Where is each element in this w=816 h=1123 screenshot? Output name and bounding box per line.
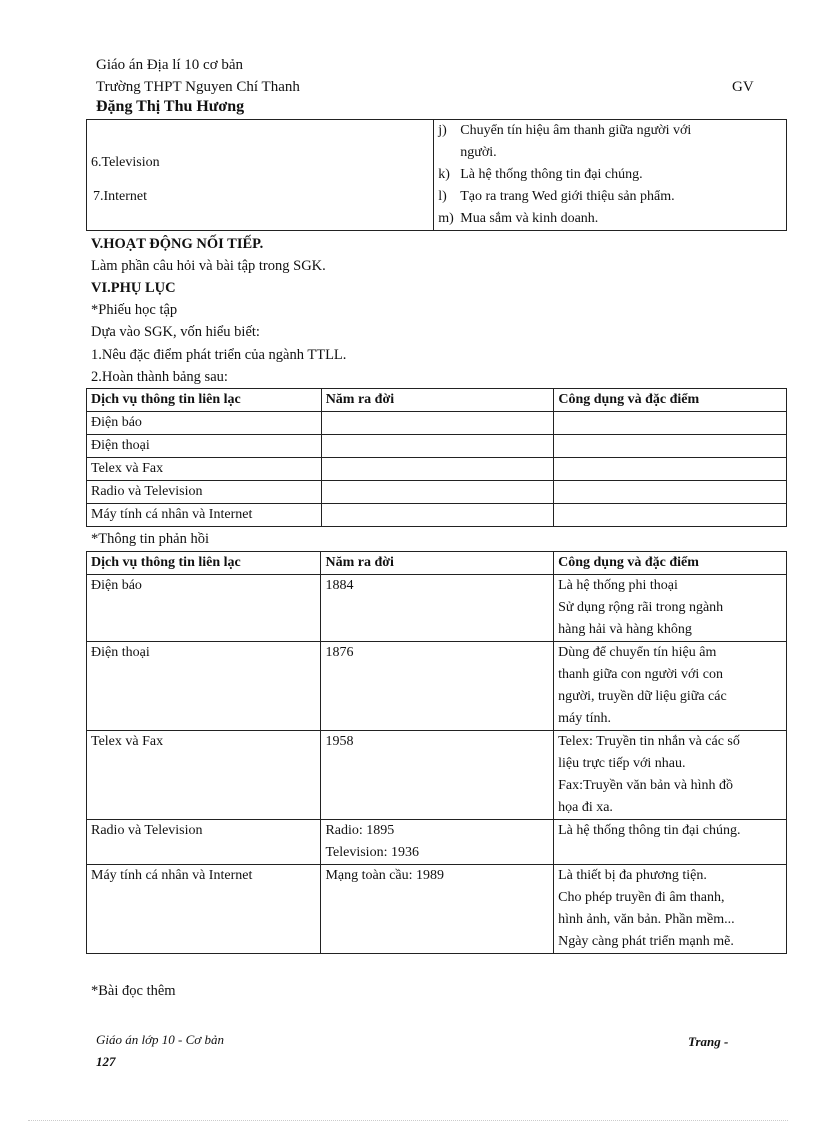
- service-cell: Điện báo: [87, 575, 321, 642]
- section-6-title: VI.PHỤ LỤC: [91, 280, 176, 296]
- table-row: [87, 412, 787, 435]
- desc-cell: [554, 575, 787, 642]
- worksheet-label: *Phiếu học tập: [91, 302, 178, 318]
- option-key: k): [438, 167, 450, 182]
- table-row: [87, 120, 787, 231]
- header-year: Năm ra đời: [321, 389, 554, 412]
- year-cell: [321, 458, 554, 481]
- question-1: 1.Nêu đặc điểm phát triển của ngành TTLL.: [91, 347, 347, 363]
- table-row: [87, 435, 787, 458]
- footer-right: Trang -: [688, 1034, 729, 1049]
- year-line: 1876: [325, 645, 354, 660]
- desc-line: máy tính.: [558, 711, 611, 726]
- header-service: Dịch vụ thông tin liên lạc: [87, 389, 322, 412]
- desc-line: Là hệ thống thông tin đại chúng.: [558, 823, 741, 838]
- feedback-label: *Thông tin phản hồi: [91, 531, 210, 547]
- year-cell: [321, 731, 554, 820]
- desc-cell: [554, 481, 787, 504]
- option-text: Tạo ra trang Wed giới thiệu sản phẩm.: [460, 189, 675, 204]
- year-line: Radio: 1895: [325, 823, 395, 838]
- year-cell: [321, 642, 554, 731]
- desc-cell: [554, 458, 787, 481]
- option-text: Là hệ thống thông tin đại chúng.: [460, 167, 643, 182]
- service-cell: Radio và Television: [87, 481, 322, 504]
- footer-page-number: 127: [96, 1054, 116, 1069]
- year-line: 1884: [325, 578, 354, 593]
- service-cell: Radio và Television: [87, 820, 321, 865]
- header-desc: Công dụng và đặc điểm: [554, 552, 787, 575]
- desc-cell: [554, 865, 787, 954]
- year-cell: [321, 504, 554, 527]
- doc-header-teacher: Đặng Thị Thu Hương: [96, 98, 245, 115]
- question-2: 2.Hoàn thành bảng sau:: [91, 369, 228, 385]
- footer-left: Giáo án lớp 10 - Cơ bản: [96, 1032, 224, 1047]
- year-line: Television: 1936: [325, 845, 419, 860]
- desc-cell: [554, 504, 787, 527]
- desc-line: thanh giữa con người với con: [558, 667, 724, 682]
- year-cell: [321, 575, 554, 642]
- service-cell: Máy tính cá nhân và Internet: [87, 865, 321, 954]
- service-cell: Điện báo: [87, 412, 322, 435]
- desc-cell: [554, 412, 787, 435]
- service-cell: Điện thoại: [87, 435, 322, 458]
- header-year: Năm ra đời: [321, 552, 554, 575]
- match-option: [438, 186, 782, 208]
- match-right-cell: [434, 120, 787, 231]
- option-text: Chuyển tín hiệu âm thanh giữa người với: [460, 123, 692, 138]
- desc-cell: [554, 435, 787, 458]
- table-row: [87, 481, 787, 504]
- match-left-cell: [87, 120, 434, 231]
- match-option: [438, 208, 782, 230]
- answer-table: [86, 551, 787, 954]
- match-option: [438, 164, 782, 186]
- desc-line: người, truyền dữ liệu giữa các: [558, 689, 727, 704]
- year-cell: [321, 412, 554, 435]
- desc-line: Fax:Truyền văn bản và hình đồ: [558, 778, 733, 793]
- desc-line: Là hệ thống phi thoại: [558, 578, 678, 593]
- desc-cell: [554, 731, 787, 820]
- desc-line: hình ảnh, văn bản. Phần mềm...: [558, 912, 735, 927]
- section-5-text: Làm phần câu hỏi và bài tập trong SGK.: [91, 258, 326, 274]
- match-left-label-internet: 7.Internet: [93, 189, 148, 204]
- match-left-label: 6.Television: [91, 155, 160, 170]
- desc-line: Dùng để chuyển tín hiệu âm: [558, 645, 717, 660]
- desc-cell: [554, 642, 787, 731]
- page-divider: [28, 1120, 788, 1121]
- desc-line: Sử dụng rộng rãi trong ngành: [558, 600, 724, 615]
- year-cell: [321, 865, 554, 954]
- based-on-text: Dựa vào SGK, vốn hiểu biết:: [91, 324, 260, 340]
- option-key: m): [438, 211, 454, 226]
- service-cell: Điện thoại: [87, 642, 321, 731]
- year-cell: [321, 435, 554, 458]
- section-5-title: V.HOẠT ĐỘNG NỐI TIẾP.: [91, 236, 264, 252]
- match-option: [438, 120, 782, 164]
- year-cell: [321, 481, 554, 504]
- doc-header-title: Giáo án Địa lí 10 cơ bản: [96, 57, 244, 73]
- desc-line: hàng hải và hàng không: [558, 622, 692, 637]
- doc-header-school: Trường THPT Nguyen Chí Thanh: [96, 79, 300, 95]
- desc-line: Ngày càng phát triển mạnh mẽ.: [558, 934, 734, 949]
- doc-header-gv: GV: [732, 79, 754, 95]
- extra-reading-label: *Bài đọc thêm: [91, 983, 176, 999]
- table-row: [87, 865, 787, 954]
- year-line: Mạng toàn cầu: 1989: [325, 868, 445, 883]
- option-key: j): [438, 123, 447, 138]
- option-key: l): [438, 189, 447, 204]
- option-text: người.: [460, 145, 497, 160]
- header-service: Dịch vụ thông tin liên lạc: [87, 552, 321, 575]
- desc-line: liệu trực tiếp với nhau.: [558, 756, 686, 771]
- desc-line: Cho phép truyền đi âm thanh,: [558, 890, 725, 905]
- service-cell: Telex và Fax: [87, 458, 322, 481]
- header-desc: Công dụng và đặc điểm: [554, 389, 787, 412]
- service-cell: Telex và Fax: [87, 731, 321, 820]
- table-row: [87, 820, 787, 865]
- table-row: [87, 731, 787, 820]
- year-line: 1958: [325, 734, 354, 749]
- blank-table: [86, 388, 787, 527]
- desc-line: Telex: Truyền tin nhắn và các số: [558, 734, 740, 749]
- table-header-row: [87, 389, 787, 412]
- year-cell: [321, 820, 554, 865]
- desc-cell: [554, 820, 787, 865]
- table-row: [87, 575, 787, 642]
- service-cell: Máy tính cá nhân và Internet: [87, 504, 322, 527]
- table-row: [87, 642, 787, 731]
- matching-table: [86, 119, 787, 231]
- desc-line: Là thiết bị đa phương tiện.: [558, 868, 707, 883]
- option-text: Mua sắm và kinh doanh.: [460, 211, 599, 226]
- table-row: [87, 458, 787, 481]
- table-header-row: [87, 552, 787, 575]
- table-row: [87, 504, 787, 527]
- desc-line: họa đi xa.: [558, 800, 613, 815]
